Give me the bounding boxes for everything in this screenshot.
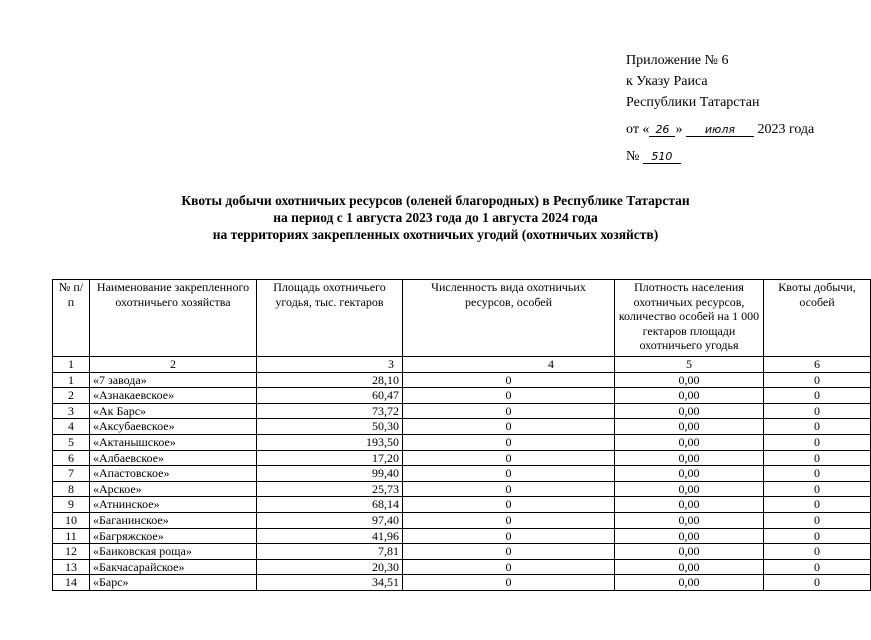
row-area: 17,20 — [257, 450, 403, 466]
row-density: 0,00 — [615, 544, 764, 560]
approval-block — [626, 50, 814, 167]
approval-line-appendix: Приложение № 6 — [626, 53, 729, 68]
index-cell: 6 — [764, 357, 871, 373]
row-count: 0 — [403, 497, 615, 513]
index-cell: 5 — [615, 357, 764, 373]
row-area: 97,40 — [257, 512, 403, 528]
row-quota: 0 — [764, 388, 871, 404]
index-cell: 3 — [257, 357, 403, 373]
row-area: 193,50 — [257, 434, 403, 450]
row-number: 13 — [53, 559, 90, 575]
row-number: 10 — [53, 512, 90, 528]
number-handwritten: 510 — [643, 150, 681, 164]
table-row — [53, 497, 871, 513]
index-cell: 2 — [90, 357, 257, 373]
row-quota: 0 — [764, 528, 871, 544]
table-row — [53, 559, 871, 575]
row-number: 8 — [53, 481, 90, 497]
row-density: 0,00 — [615, 403, 764, 419]
date-month-handwritten: июля — [686, 123, 754, 137]
title-line-1: Квоты добычи охотничьих ресурсов (оленей благородных) в Республике Татарстан — [181, 193, 690, 208]
table-row — [53, 434, 871, 450]
table-body — [53, 372, 871, 590]
row-area: 7,81 — [257, 544, 403, 560]
row-count: 0 — [403, 559, 615, 575]
row-name: «Багряжское» — [90, 528, 257, 544]
row-quota: 0 — [764, 544, 871, 560]
title-line-3: на территориях закрепленных охотничьих угодий (охотничьих хозяйств) — [212, 227, 659, 242]
row-name: «Барс» — [90, 575, 257, 591]
row-count: 0 — [403, 388, 615, 404]
approval-line-decree: к Указу Раиса — [626, 74, 708, 89]
date-day-handwritten: 26 — [649, 123, 675, 137]
table-row — [53, 388, 871, 404]
row-area: 25,73 — [257, 481, 403, 497]
row-count: 0 — [403, 434, 615, 450]
header-number: № п/п — [53, 280, 90, 357]
table-row — [53, 512, 871, 528]
quota-table — [52, 279, 871, 591]
row-count: 0 — [403, 419, 615, 435]
row-name: «Атнинское» — [90, 497, 257, 513]
row-name: «Баганинское» — [90, 512, 257, 528]
table-row — [53, 450, 871, 466]
row-count: 0 — [403, 512, 615, 528]
table-index-row — [53, 357, 871, 373]
row-name: «Арское» — [90, 481, 257, 497]
row-count: 0 — [403, 481, 615, 497]
index-cell: 1 — [53, 357, 90, 373]
row-name: «Актанышское» — [90, 434, 257, 450]
row-area: 68,14 — [257, 497, 403, 513]
row-density: 0,00 — [615, 575, 764, 591]
row-area: 41,96 — [257, 528, 403, 544]
row-name: «Ак Барс» — [90, 403, 257, 419]
row-area: 50,30 — [257, 419, 403, 435]
index-cell: 4 — [403, 357, 615, 373]
row-density: 0,00 — [615, 497, 764, 513]
row-area: 99,40 — [257, 466, 403, 482]
row-area: 28,10 — [257, 372, 403, 388]
row-count: 0 — [403, 372, 615, 388]
row-density: 0,00 — [615, 434, 764, 450]
row-count: 0 — [403, 450, 615, 466]
approval-date — [626, 119, 814, 140]
row-number: 5 — [53, 434, 90, 450]
row-name: «7 завода» — [90, 372, 257, 388]
row-quota: 0 — [764, 466, 871, 482]
row-quota: 0 — [764, 403, 871, 419]
row-name: «Азнакаевское» — [90, 388, 257, 404]
row-number: 14 — [53, 575, 90, 591]
row-count: 0 — [403, 575, 615, 591]
row-density: 0,00 — [615, 450, 764, 466]
row-number: 2 — [53, 388, 90, 404]
row-density: 0,00 — [615, 388, 764, 404]
row-density: 0,00 — [615, 419, 764, 435]
row-quota: 0 — [764, 559, 871, 575]
row-density: 0,00 — [615, 466, 764, 482]
table-row — [53, 466, 871, 482]
row-quota: 0 — [764, 512, 871, 528]
date-mid: » — [675, 122, 683, 137]
row-name: «Баиковская роща» — [90, 544, 257, 560]
row-quota: 0 — [764, 419, 871, 435]
row-area: 34,51 — [257, 575, 403, 591]
row-area: 60,47 — [257, 388, 403, 404]
row-number: 7 — [53, 466, 90, 482]
row-name: «Бакчасарайское» — [90, 559, 257, 575]
header-area: Площадь охотничьего угодья, тыс. гектаров — [257, 280, 403, 357]
header-quota: Квоты добычи, особей — [764, 280, 871, 357]
approval-number — [626, 146, 814, 167]
table-row — [53, 575, 871, 591]
document-title — [0, 192, 871, 243]
row-number: 9 — [53, 497, 90, 513]
row-name: «Апастовское» — [90, 466, 257, 482]
row-density: 0,00 — [615, 372, 764, 388]
header-density: Плотность населения охотничьих ресурсов, количество особей на 1 000 гектаров площади охотничьего угодья — [615, 280, 764, 357]
header-count: Численность вида охотничьих ресурсов, особей — [403, 280, 615, 357]
row-number: 1 — [53, 372, 90, 388]
row-number: 4 — [53, 419, 90, 435]
row-density: 0,00 — [615, 512, 764, 528]
row-number: 11 — [53, 528, 90, 544]
table-row — [53, 481, 871, 497]
row-count: 0 — [403, 403, 615, 419]
table-header-row — [53, 280, 871, 357]
row-area: 20,30 — [257, 559, 403, 575]
row-name: «Албаевское» — [90, 450, 257, 466]
row-density: 0,00 — [615, 559, 764, 575]
number-prefix: № — [626, 149, 640, 164]
row-area: 73,72 — [257, 403, 403, 419]
row-density: 0,00 — [615, 481, 764, 497]
header-name: Наименование закрепленного охотничьего хозяйства — [90, 280, 257, 357]
row-quota: 0 — [764, 481, 871, 497]
row-count: 0 — [403, 544, 615, 560]
row-count: 0 — [403, 466, 615, 482]
row-quota: 0 — [764, 450, 871, 466]
row-name: «Аксубаевское» — [90, 419, 257, 435]
table-row — [53, 544, 871, 560]
approval-line-republic: Республики Татарстан — [626, 95, 760, 110]
row-density: 0,00 — [615, 528, 764, 544]
table-row — [53, 528, 871, 544]
date-suffix: 2023 года — [757, 122, 815, 137]
row-number: 6 — [53, 450, 90, 466]
row-count: 0 — [403, 528, 615, 544]
title-line-2: на период с 1 августа 2023 года до 1 августа 2024 года — [273, 210, 598, 225]
row-quota: 0 — [764, 372, 871, 388]
row-number: 3 — [53, 403, 90, 419]
table-row — [53, 372, 871, 388]
table-row — [53, 403, 871, 419]
date-prefix: от « — [626, 122, 650, 137]
row-quota: 0 — [764, 575, 871, 591]
row-quota: 0 — [764, 434, 871, 450]
table-row — [53, 419, 871, 435]
row-number: 12 — [53, 544, 90, 560]
row-quota: 0 — [764, 497, 871, 513]
